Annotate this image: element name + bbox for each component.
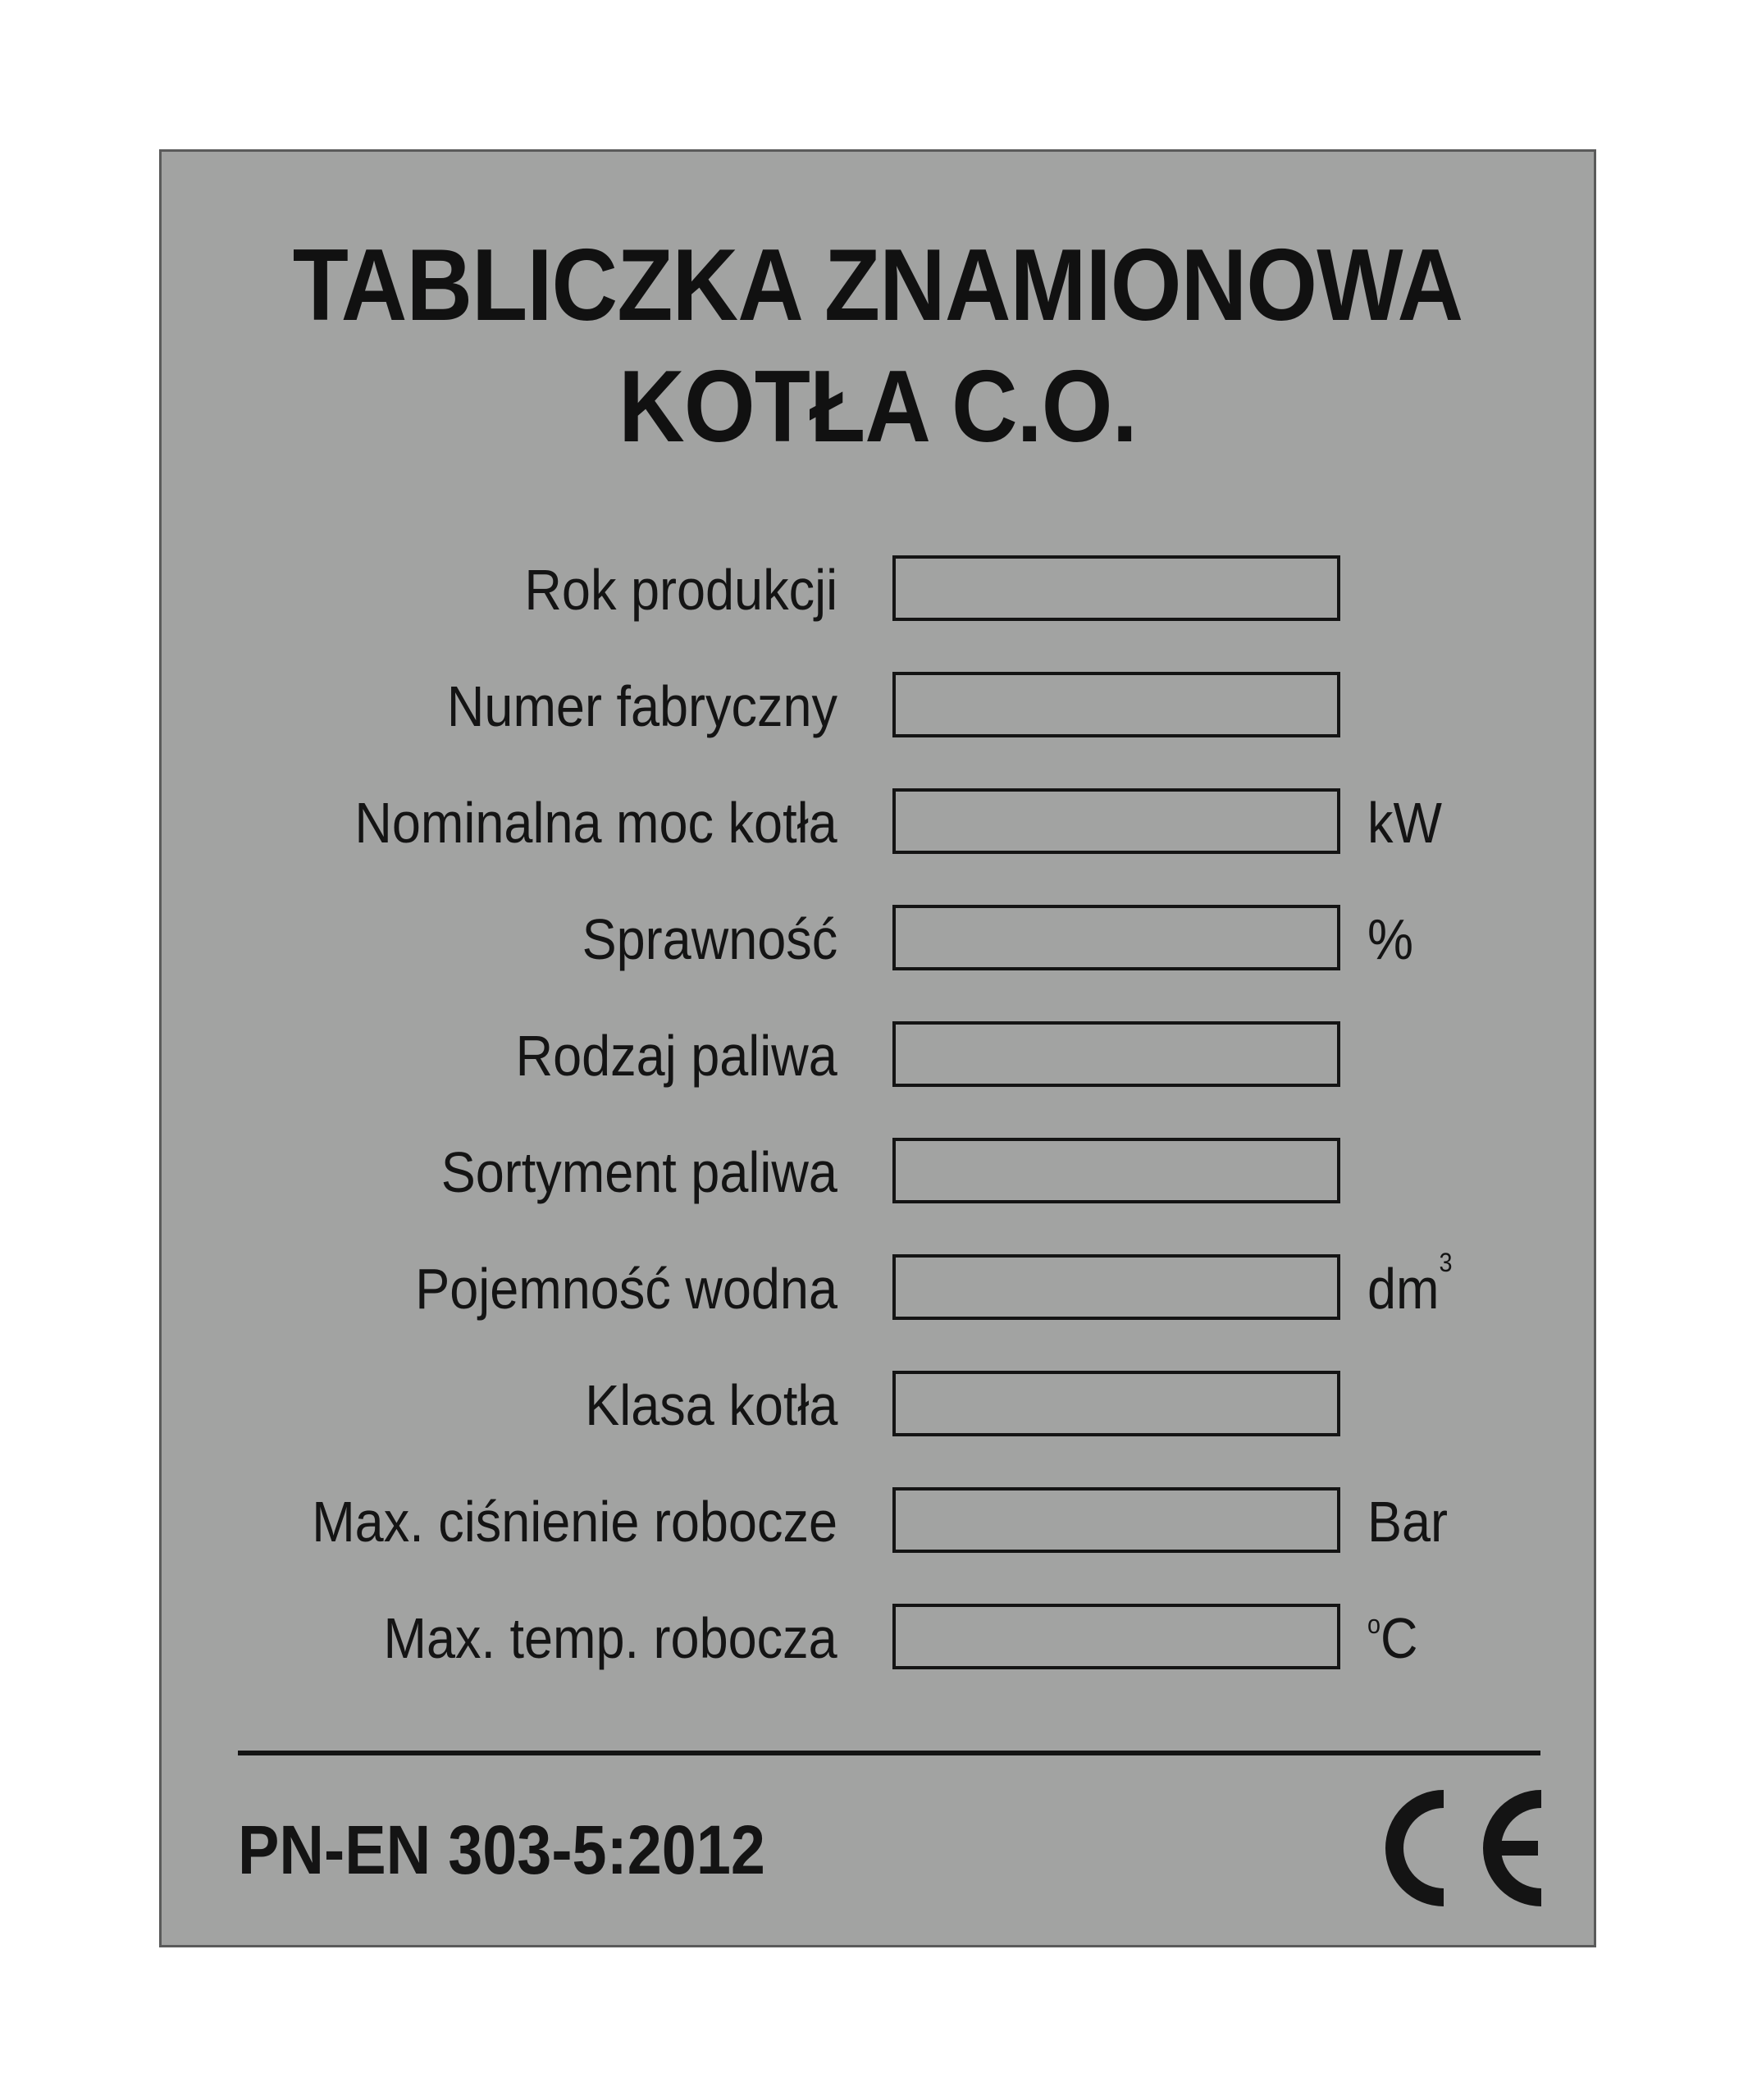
field-unit <box>1367 1604 1418 1673</box>
degree-sign: o <box>1367 1609 1381 1639</box>
field-row-boiler-class <box>162 1371 1594 1440</box>
field-label: Rok produkcji <box>524 558 837 622</box>
field-box <box>892 555 1340 621</box>
unit-text: dm <box>1367 1257 1440 1321</box>
nameplate <box>159 149 1596 1947</box>
field-box <box>892 1371 1340 1436</box>
field-unit: Bar <box>1367 1490 1449 1554</box>
field-label: Nominalna moc kotła <box>354 791 837 855</box>
field-row-max-temperature <box>162 1604 1594 1673</box>
title-line-2: KOTŁA C.O. <box>618 350 1137 463</box>
divider-line <box>238 1751 1540 1755</box>
unit-superscript: 3 <box>1439 1248 1453 1277</box>
field-label: Rodzaj paliwa <box>515 1024 837 1088</box>
field-box <box>892 1487 1340 1553</box>
field-label: Sprawność <box>582 907 837 971</box>
field-box <box>892 1604 1340 1669</box>
field-box <box>892 1254 1340 1320</box>
field-row-fuel-type <box>162 1021 1594 1090</box>
field-row-production-year <box>162 555 1594 624</box>
field-label: Max. temp. robocza <box>383 1606 837 1670</box>
field-label: Klasa kotła <box>584 1373 837 1437</box>
field-box <box>892 1138 1340 1203</box>
ce-mark-icon <box>1361 1783 1549 1914</box>
field-row-serial-number <box>162 672 1594 741</box>
field-unit: kW <box>1367 791 1442 855</box>
field-row-water-capacity <box>162 1248 1594 1323</box>
field-box <box>892 1021 1340 1087</box>
title-line-1: TABLICZKA ZNAMIONOWA <box>292 229 1463 342</box>
field-row-nominal-power <box>162 788 1594 857</box>
field-unit: % <box>1367 907 1414 971</box>
standard-code: PN-EN 303-5:2012 <box>238 1811 765 1888</box>
field-label: Numer fabryczny <box>446 674 837 738</box>
field-row-efficiency <box>162 905 1594 974</box>
field-row-fuel-grade <box>162 1138 1594 1207</box>
field-label: Pojemność wodna <box>415 1257 837 1321</box>
field-box <box>892 672 1340 737</box>
field-label: Sortyment paliwa <box>440 1140 837 1204</box>
field-unit <box>1367 1248 1453 1323</box>
field-box <box>892 788 1340 854</box>
field-label: Max. ciśnienie robocze <box>312 1490 837 1554</box>
field-row-max-pressure <box>162 1487 1594 1556</box>
field-box <box>892 905 1340 970</box>
unit-text: C <box>1380 1606 1418 1670</box>
